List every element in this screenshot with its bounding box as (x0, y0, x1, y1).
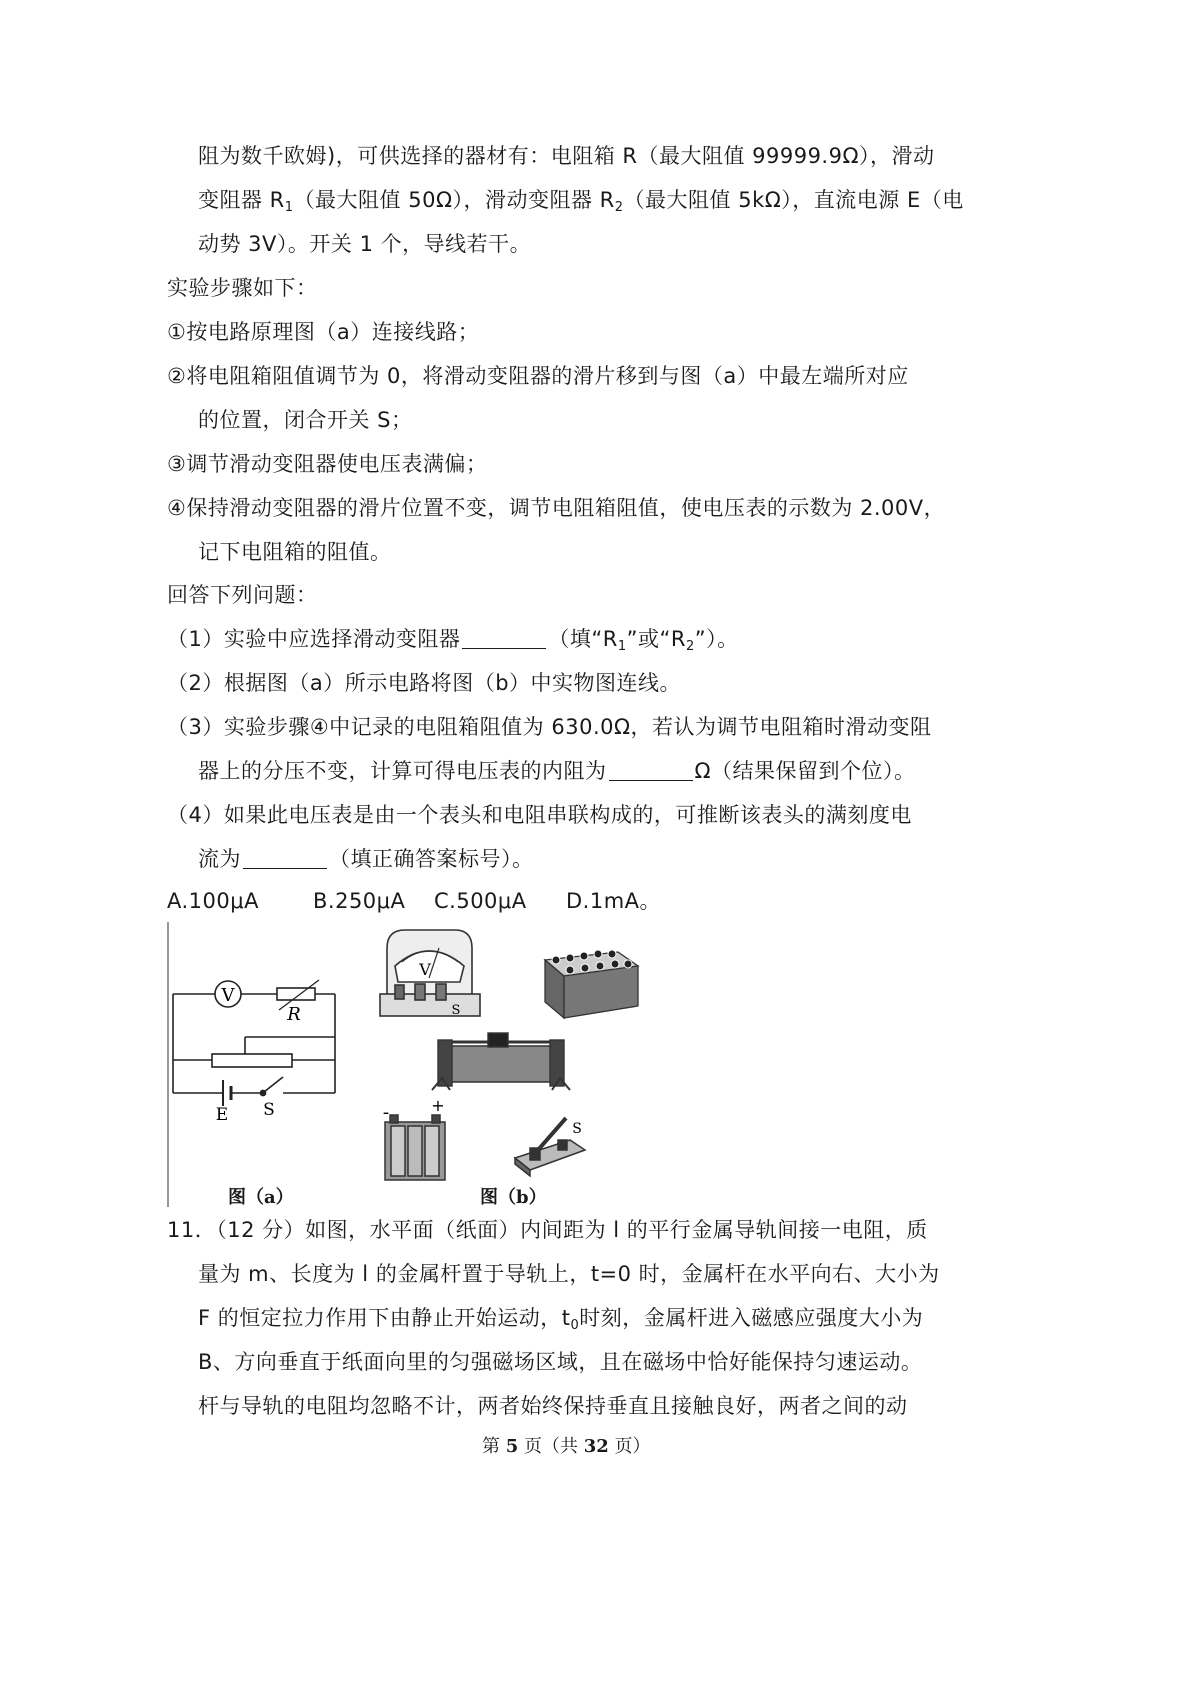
switch-label: S (263, 1100, 275, 1120)
step-1: ①按电路原理图（a）连接线路； (167, 320, 480, 344)
battery-plus-label: + (431, 1096, 445, 1115)
subscript: 2 (686, 639, 695, 654)
intro-line-3: 动势 3V）。开关 1 个，导线若干。 (198, 232, 532, 256)
option-d: D.1mA。 (566, 889, 662, 913)
question-3-line-1: （3）实验步骤④中记录的电阻箱阻值为 630.0Ω，若认为调节电阻箱时滑动变阻 (167, 715, 932, 739)
source-label: E (215, 1105, 229, 1125)
question-4-line-2 (198, 844, 534, 874)
text: Ω（结果保留到个位）。 (694, 759, 916, 783)
answer-blank (609, 758, 693, 781)
subscript: 2 (614, 200, 624, 215)
step-2-line-1: ②将电阻箱阻值调节为 0，将滑动变阻器的滑片移到与图（a）中最左端所对应 (167, 364, 909, 388)
text: ”或“R (626, 627, 686, 651)
page-footer (482, 1432, 651, 1458)
problem-11-line-5: 杆与导轨的电阻均忽略不计，两者始终保持垂直且接触良好，两者之间的动 (198, 1394, 908, 1418)
answer-blank (462, 626, 546, 649)
components-figure-b (370, 918, 660, 1193)
options-row (167, 886, 661, 916)
battery-minus-label: - (382, 1102, 390, 1123)
resistance-box-symbol (277, 988, 315, 1000)
text: 变阻器 R (198, 188, 285, 212)
problem-11-line-2: 量为 m、长度为 l 的金属杆置于导轨上，t=0 时，金属杆在水平向右、大小为 (198, 1262, 940, 1286)
text: 流为 (198, 847, 241, 871)
knife-switch-label: S (572, 1121, 582, 1137)
battery-device (385, 1115, 445, 1180)
rheostat-symbol (212, 1054, 292, 1067)
answer-blank (243, 846, 327, 869)
text: 时刻，金属杆进入磁感应强度大小为 (579, 1306, 924, 1330)
question-3-line-2 (198, 756, 916, 786)
text: 器上的分压不变，计算可得电压表的内阻为 (198, 759, 607, 783)
intro-line-1: 阻为数千欧姆)，可供选择的器材有：电阻箱 R（最大阻值 99999.9Ω），滑动 (198, 144, 935, 168)
text: （最大阻值 50Ω），滑动变阻器 R (293, 188, 615, 212)
question-4-line-1: （4）如果此电压表是由一个表头和电阻串联构成的，可推断该表头的满刻度电 (167, 803, 912, 827)
figure-a-caption: 图（a） (228, 1187, 294, 1208)
footer-text: 页（共 (518, 1436, 584, 1457)
circuit-diagram-a (165, 922, 365, 1207)
slide-rheostat-device (432, 1033, 570, 1090)
step-4-line-1: ④保持滑动变阻器的滑片位置不变，调节电阻箱阻值，使电压表的示数为 2.00V， (167, 496, 946, 520)
footer-text: 页） (608, 1436, 651, 1457)
subscript: 1 (617, 639, 627, 654)
questions-heading: 回答下列问题： (167, 583, 318, 607)
text: （填“R (548, 627, 618, 651)
footer-text: 第 (482, 1436, 506, 1457)
intro-line-2 (198, 185, 964, 215)
text: ”）。 (694, 627, 739, 651)
text: （最大阻值 5kΩ），直流电源 E（电 (623, 188, 964, 212)
voltmeter-label: V (221, 985, 235, 1006)
resistance-box-device (545, 950, 638, 1018)
text: F 的恒定拉力作用下由静止开始运动，t (198, 1306, 571, 1330)
problem-11-line-4: B、方向垂直于纸面向里的匀强磁场区域，且在磁场中恰好能保持匀速运动。 (198, 1350, 923, 1374)
option-c: C.500μA (434, 889, 527, 913)
question-2: （2）根据图（a）所示电路将图（b）中实物图连线。 (167, 671, 682, 695)
resistor-label: R (287, 1004, 301, 1025)
subscript: 0 (570, 1318, 580, 1333)
meter-terminal-label: S (451, 1003, 461, 1018)
problem-11-line-1: 11．（12 分）如图，水平面（纸面）内间距为 l 的平行金属导轨间接一电阻，质 (167, 1218, 928, 1242)
step-3: ③调节滑动变阻器使电压表满偏； (167, 452, 488, 476)
step-4-line-2: 记下电阻箱的阻值。 (198, 540, 392, 564)
text: （填正确答案标号）。 (329, 847, 534, 871)
switch-lever (264, 1077, 283, 1092)
page-number: 5 (505, 1436, 519, 1457)
page-total: 32 (583, 1436, 609, 1457)
question-1 (167, 624, 739, 654)
problem-11-line-3 (198, 1303, 923, 1333)
text: （1）实验中应选择滑动变阻器 (167, 627, 461, 651)
meter-face-label: V (419, 960, 431, 979)
step-2-line-2: 的位置，闭合开关 S； (198, 408, 413, 432)
steps-heading: 实验步骤如下： (167, 276, 318, 300)
figure-b-caption: 图（b） (480, 1187, 547, 1208)
option-b: B.250μA (313, 889, 406, 913)
subscript: 1 (284, 200, 294, 215)
option-a: A.100μA (167, 889, 259, 913)
